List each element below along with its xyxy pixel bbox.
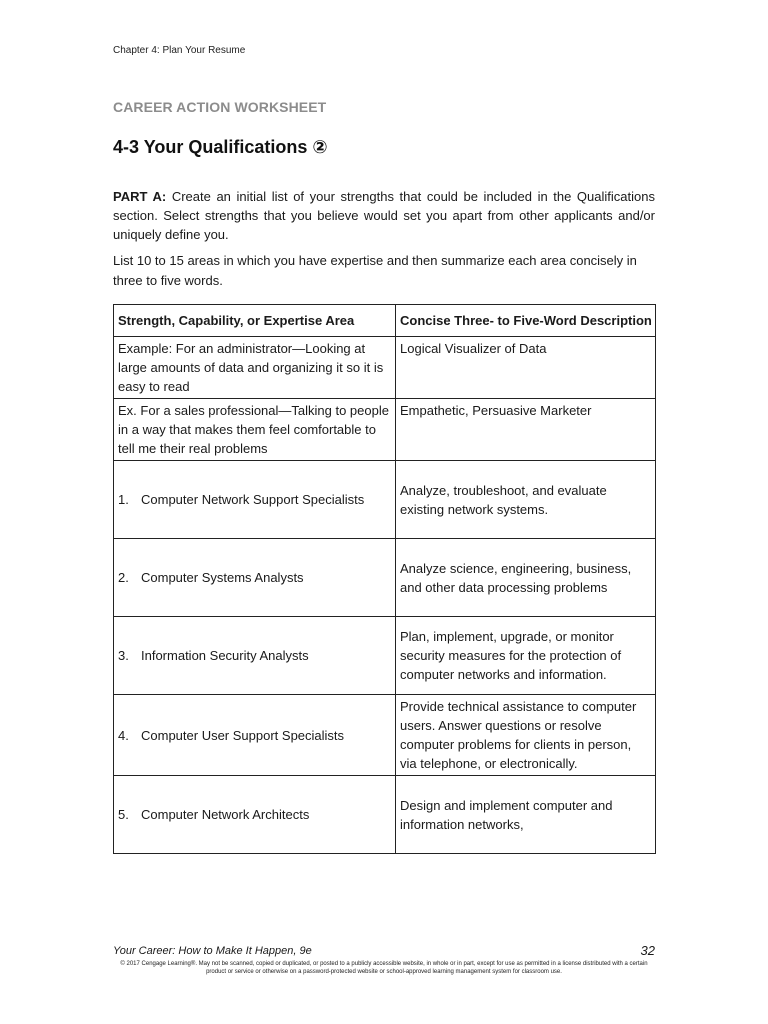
row-area: Computer Systems Analysts bbox=[141, 570, 304, 585]
row-description: Provide technical assistance to computer users. Answer questions or resolve computer problems for clients in person, via telephone, or electronically. bbox=[396, 695, 656, 776]
row-number: 1. bbox=[118, 492, 129, 507]
row-number: 2. bbox=[118, 570, 129, 585]
row-description: Plan, implement, upgrade, or monitor security measures for the protection of computer networks and information. bbox=[396, 617, 656, 695]
example-row bbox=[114, 399, 656, 461]
row-area-cell bbox=[114, 461, 396, 539]
column-header-description: Concise Three- to Five-Word Description bbox=[396, 305, 656, 337]
example-description: Empathetic, Persuasive Marketer bbox=[396, 399, 656, 461]
table-row bbox=[114, 617, 656, 695]
row-description: Analyze, troubleshoot, and evaluate existing network systems. bbox=[396, 461, 656, 539]
example-area: Example: For an administrator—Looking at large amounts of data and organizing it so it is easy to read bbox=[114, 337, 396, 399]
example-description: Logical Visualizer of Data bbox=[396, 337, 656, 399]
example-area: Ex. For a sales professional—Talking to people in a way that makes them feel comfortable to tell me their real problems bbox=[114, 399, 396, 461]
qualifications-table bbox=[113, 304, 656, 854]
row-area-cell bbox=[114, 539, 396, 617]
chapter-header: Chapter 4: Plan Your Resume bbox=[113, 45, 246, 56]
part-a-text: Create an initial list of your strengths that could be included in the Qualifications section. Select strengths that you believe would set you apart from other applicants and/or uniquely define you. bbox=[113, 189, 655, 242]
table-row bbox=[114, 539, 656, 617]
table-row bbox=[114, 461, 656, 539]
copyright-notice: © 2017 Cengage Learning®. May not be scanned, copied or duplicated, or posted to a publicly accessible website, in whole or in part, except for use as permitted in a license distributed with a certain product or service or otherwise on a password-protected website or school-approved learning management system for classroom use. bbox=[120, 961, 648, 975]
row-area: Computer Network Architects bbox=[141, 807, 310, 822]
footer-book-title: Your Career: How to Make It Happen, 9e bbox=[113, 945, 312, 957]
page-title: 4-3 Your Qualifications ② bbox=[113, 137, 328, 157]
row-area-cell bbox=[114, 617, 396, 695]
column-header-area: Strength, Capability, or Expertise Area bbox=[114, 305, 396, 337]
page-number: 32 bbox=[640, 943, 655, 958]
table-header-row bbox=[114, 305, 656, 337]
row-area: Information Security Analysts bbox=[141, 648, 309, 663]
example-row bbox=[114, 337, 656, 399]
row-number: 5. bbox=[118, 807, 129, 822]
part-a-label: PART A: bbox=[113, 189, 167, 204]
table-row bbox=[114, 695, 656, 776]
row-area: Computer Network Support Specialists bbox=[141, 492, 365, 507]
part-a-paragraph bbox=[113, 187, 655, 244]
row-area-cell bbox=[114, 695, 396, 776]
row-number: 3. bbox=[118, 648, 129, 663]
row-number: 4. bbox=[118, 727, 129, 743]
table-row bbox=[114, 776, 656, 854]
row-description: Design and implement computer and information networks, bbox=[396, 776, 656, 854]
list-instruction: List 10 to 15 areas in which you have expertise and then summarize each area concisely in three to five words. bbox=[113, 253, 637, 288]
worksheet-label: CAREER ACTION WORKSHEET bbox=[113, 99, 327, 115]
row-area-cell bbox=[114, 776, 396, 854]
row-description: Analyze science, engineering, business, and other data processing problems bbox=[396, 539, 656, 617]
row-area: Computer User Support Specialists bbox=[141, 727, 345, 743]
